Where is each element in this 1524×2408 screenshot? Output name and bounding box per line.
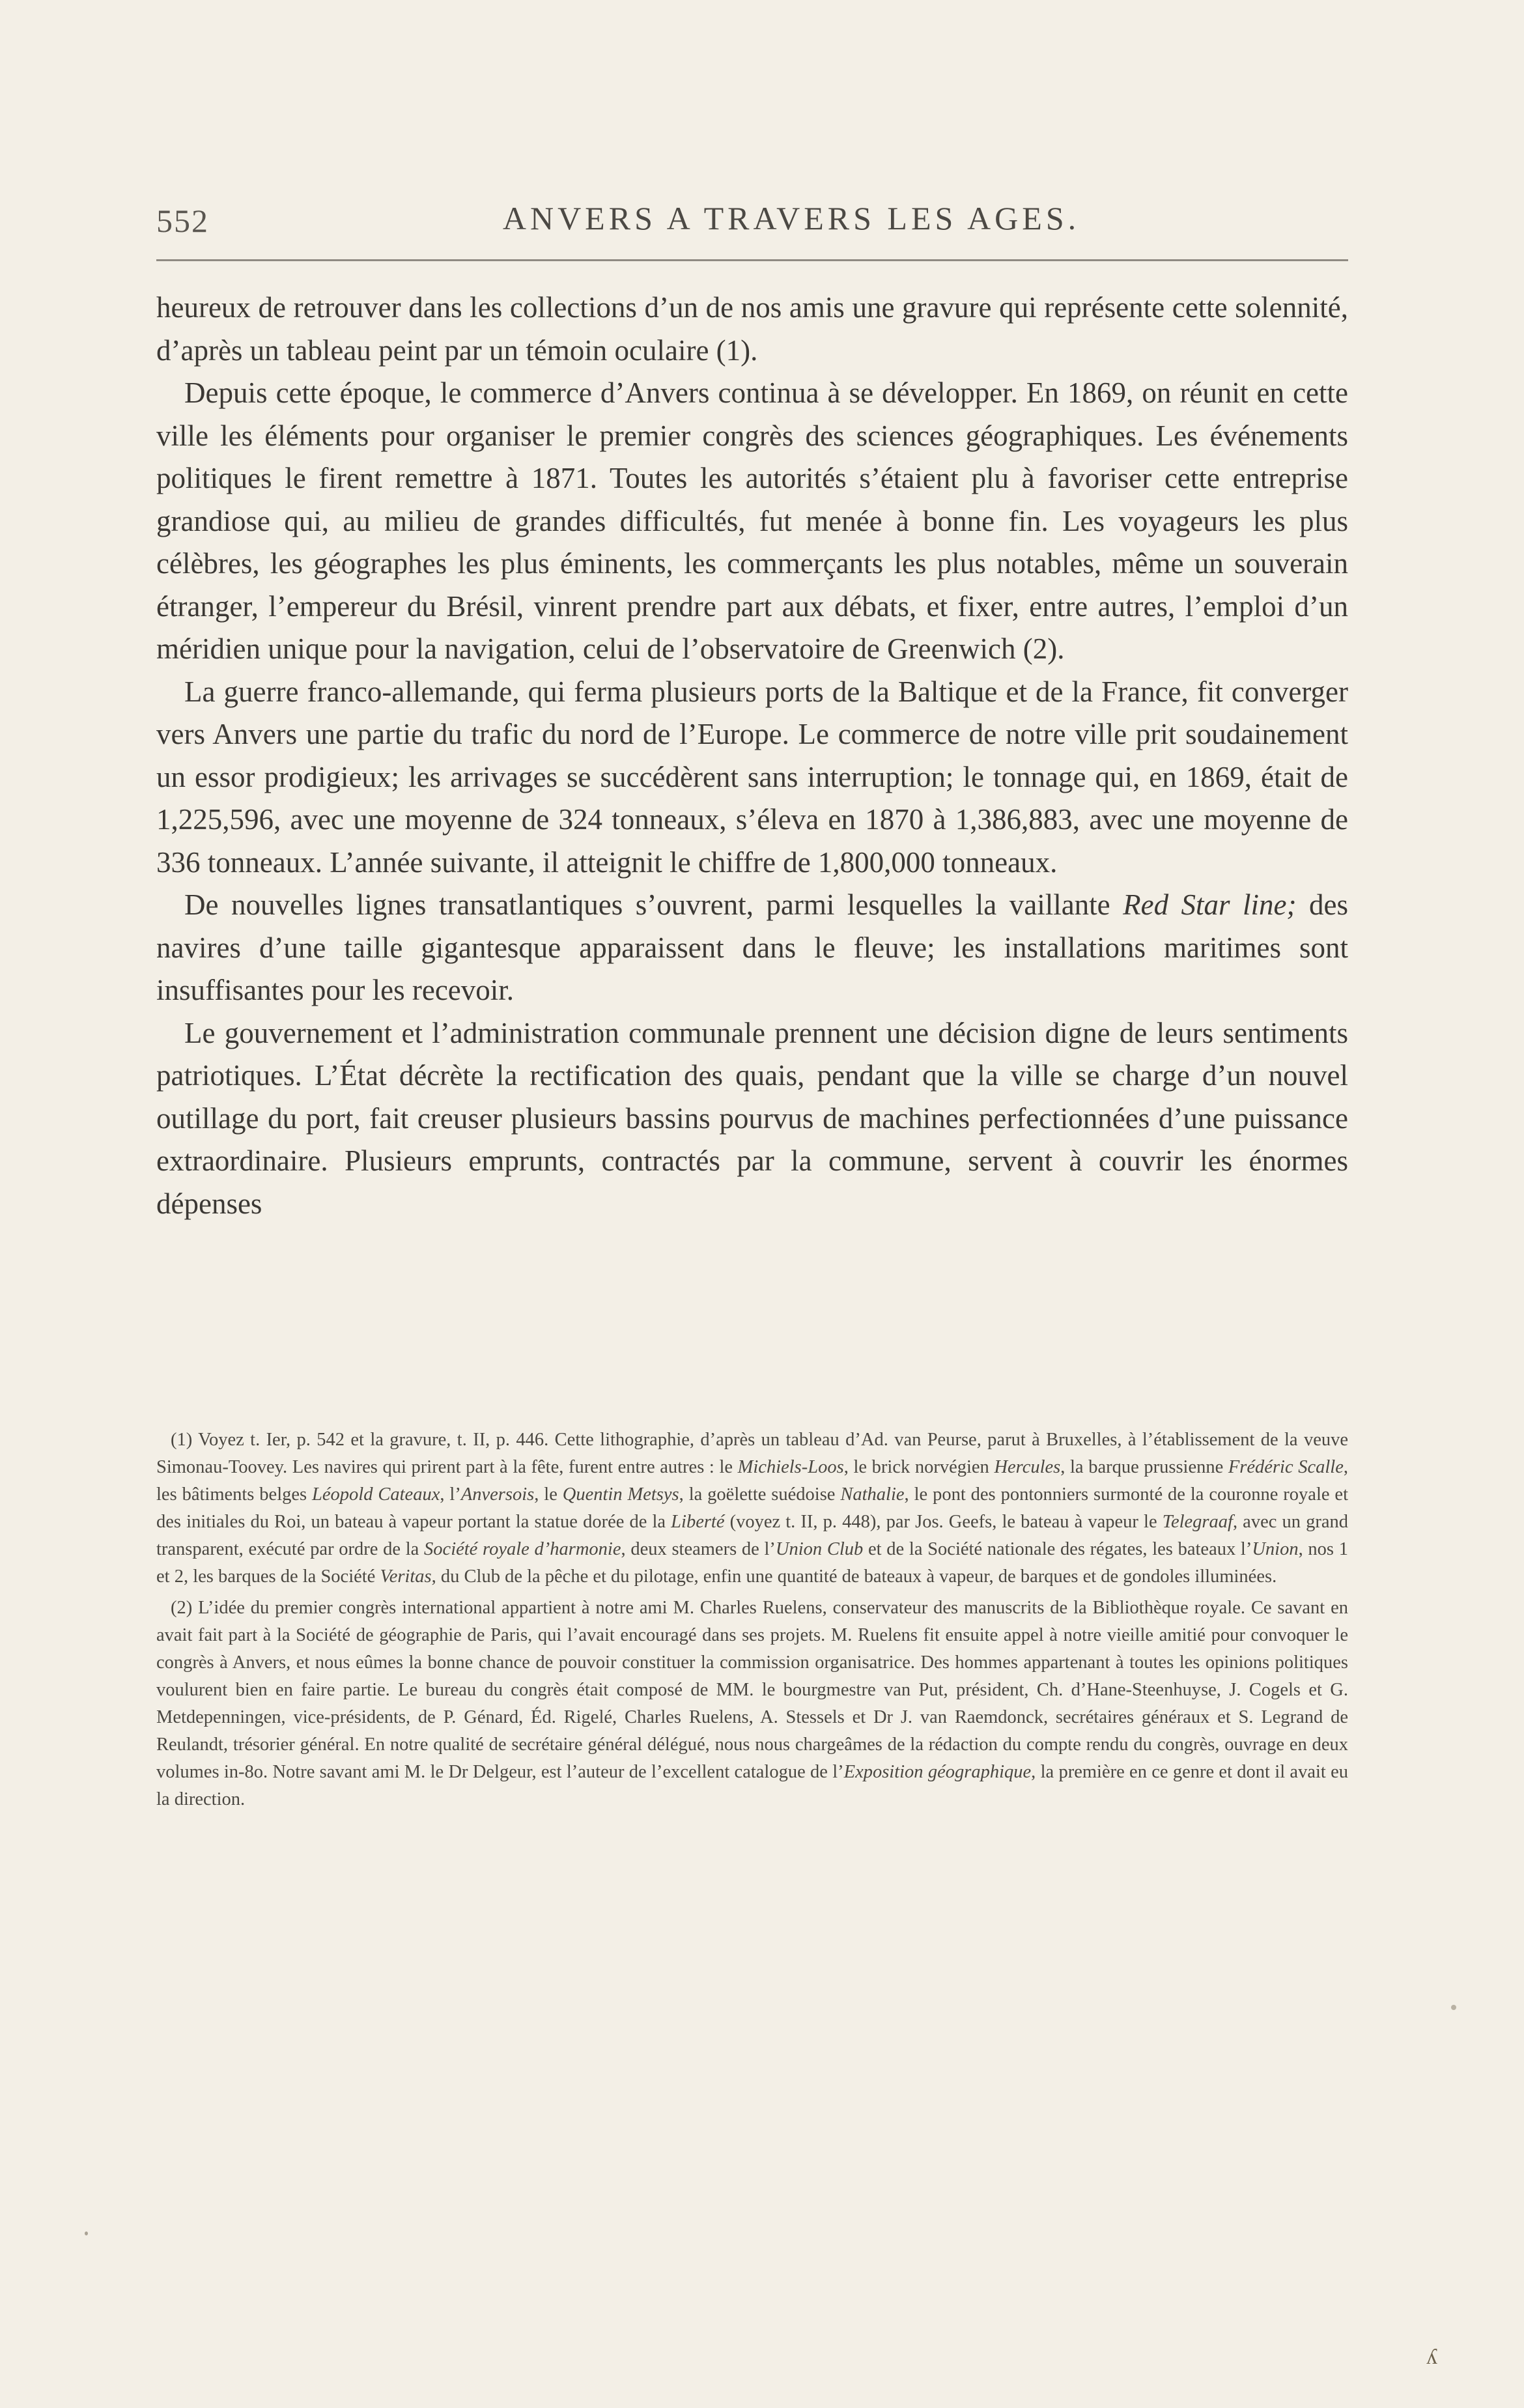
- fn1-segment: Liberté: [671, 1512, 725, 1532]
- page-number: 552: [156, 203, 209, 239]
- fn1-segment: , le: [534, 1484, 563, 1505]
- fn1-segment: Michiels-Loos: [737, 1457, 844, 1477]
- fn1-segment: , la goëlette suédoise: [679, 1484, 841, 1505]
- fn1-segment: , du Club de la pêche et du pilotage, enfin une quantité de bateaux à vapeur, de barques et de gondoles illuminées.: [431, 1566, 1277, 1587]
- paragraph-3: La guerre franco-allemande, qui ferma plusieurs ports de la Baltique et de la France, fit converger vers Anvers une partie du trafic du nord de l’Europe. Le commerce de notre ville prit soudainement un essor prodigieux; les arrivages se succédèrent sans interruption; le tonnage qui, en 1869, était de 1,225,596, avec une moyenne de 324 tonneaux, s’éleva en 1870 à 1,386,883, avec une moyenne de 336 tonneaux. L’année suivante, il atteignit le chiffre de 1,800,000 tonneaux.: [156, 675, 1348, 879]
- paper-speck: [85, 2231, 88, 2235]
- paper-speck: [1451, 2005, 1456, 2010]
- fn1-segment: , nos 1 et 2, les barques de la Société: [156, 1539, 1348, 1587]
- footnote-2: [156, 1594, 1348, 1813]
- footnotes: [156, 1426, 1348, 1817]
- fn1-segment: , la barque prussienne: [1060, 1457, 1228, 1477]
- fn1-segment: , les bâtiments belges: [156, 1457, 1348, 1505]
- footnote-1: [156, 1426, 1348, 1591]
- fn1-segment: Union Club: [775, 1539, 864, 1559]
- fn1-segment: Anversois: [460, 1484, 535, 1505]
- fn1-segment: , le brick norvégien: [843, 1457, 995, 1477]
- fn1-segment: Telegraaf: [1162, 1512, 1233, 1532]
- fn2-segment: (2) L’idée du premier congrès international appartient à notre ami M. Charles Ruelens, conservateur des manuscrits de la Bibliothèque royale. Ce savant en avait fait part à la Société de géographie de Paris, qui l’avait encouragé dans ses projets. M. Ruelens fit ensuite appel à notre vieille amitié pour convoquer le congrès à Anvers, et nous eûmes la bonne chance de pouvoir constituer la commission organisatrice. Des hommes appartenant à toutes les opinions politiques voulurent bien en faire partie. Le bureau du congrès était composé de MM. le bourgmestre van Put, président, Ch. d’Hane-Steenhuyse, J. Cogels et G. Metdepenningen, vice-présidents, de P. Génard, Éd. Rigelé, Charles Ruelens, A. Stessels et Dr J. van Raemdonck, secrétaires généraux et S. Legrand de Reulandt, trésorier général. En notre qualité de secrétaire général délégué, nous nous chargeâmes de la rédaction du compte rendu du congrès, ouvrage en deux volumes in-8o. Notre savant ami M. le Dr Delgeur, est l’auteur de l’excellent catalogue de l’: [156, 1598, 1348, 1782]
- fn1-segment: et de la Société nationale des régates, les bateaux l’: [863, 1539, 1252, 1559]
- red-star-line-italic: Red Star line;: [1123, 888, 1297, 921]
- fn2-segment: , la première en ce genre et dont il avait eu la direction.: [156, 1762, 1349, 1809]
- body-text: [156, 287, 1348, 1225]
- fn1-segment: Union: [1252, 1539, 1299, 1559]
- paragraph-5: Le gouvernement et l’administration communale prennent une décision digne de leurs sentiments patriotiques. L’État décrète la rectification des quais, pendant que la ville se charge d’un nouvel outillage du port, fait creuser plusieurs bassins pourvus de machines perfectionnées d’une puissance extraordinaire. Plusieurs emprunts, contractés par la commune, servent à couvrir les énormes dépenses: [156, 1016, 1348, 1220]
- fn1-segment: , l’: [440, 1484, 461, 1505]
- fn1-segment: , deux steamers de l’: [621, 1539, 776, 1559]
- fn1-segment: (1) Voyez t. Ier, p. 542 et la gravure, t. II, p. 446. Cette lithographie, d’après un tableau d’Ad. van Peurse, parut à Bruxelles, à l’établissement de la veuve Simonau-Toovey. Les navires qui prirent part à la fête, furent entre autres : le: [156, 1430, 1348, 1477]
- paragraph-1: heureux de retrouver dans les collections d’un de nos amis une gravure qui représente cette solennité, d’après un tableau peint par un témoin oculaire (1).: [156, 291, 1348, 367]
- fn1-segment: Léopold Cateaux: [312, 1484, 440, 1505]
- page-header: [156, 195, 1348, 248]
- fn1-segment: Frédéric Scalle: [1228, 1457, 1344, 1477]
- paragraph-4-start: De nouvelles lignes transatlantiques s’ouvrent, parmi lesquelles la vaillante: [184, 888, 1123, 921]
- fn1-segment: Veritas: [380, 1566, 432, 1587]
- fn2-segment: Exposition géographique: [843, 1762, 1032, 1782]
- fn1-segment: Quentin Metsys: [562, 1484, 679, 1505]
- running-title: ANVERS A TRAVERS LES AGES.: [502, 200, 1080, 236]
- fn1-segment: Société royale d’harmonie: [424, 1539, 621, 1559]
- marginal-mark: ʎ: [1426, 2345, 1437, 2369]
- paragraph-4-end: des navires d’une taille gigantesque apparaissent dans le fleuve; les installations maritimes sont insuffisantes pour les recevoir.: [156, 888, 1348, 1006]
- fn1-segment: , le pont des pontonniers surmonté de la couronne royale et des initiales du Roi, un bateau à vapeur portant la statue dorée de la: [156, 1484, 1348, 1532]
- fn1-segment: , avec un grand transparent, exécuté par ordre de la: [156, 1512, 1348, 1559]
- fn1-segment: Hercules: [994, 1457, 1061, 1477]
- fn1-segment: (voyez t. II, p. 448), par Jos. Geefs, le bateau à vapeur le: [724, 1512, 1163, 1532]
- header-rule: [156, 259, 1348, 261]
- paragraph-4: [156, 884, 1348, 1012]
- paragraph-2: Depuis cette époque, le commerce d’Anvers continua à se développer. En 1869, on réunit en cette ville les éléments pour organiser le premier congrès des sciences géographiques. Les événements politiques le firent remettre à 1871. Toutes les autorités s’étaient plu à favoriser cette entreprise grandiose qui, au milieu de grandes difficultés, fut menée à bonne fin. Les voyageurs les plus célèbres, les géographes les plus éminents, les commerçants les plus notables, même un souverain étranger, l’empereur du Brésil, vinrent prendre part aux débats, et fixer, entre autres, l’emploi d’un méridien unique pour la navigation, celui de l’observatoire de Greenwich (2).: [156, 376, 1348, 665]
- fn1-segment: Nathalie: [840, 1484, 905, 1505]
